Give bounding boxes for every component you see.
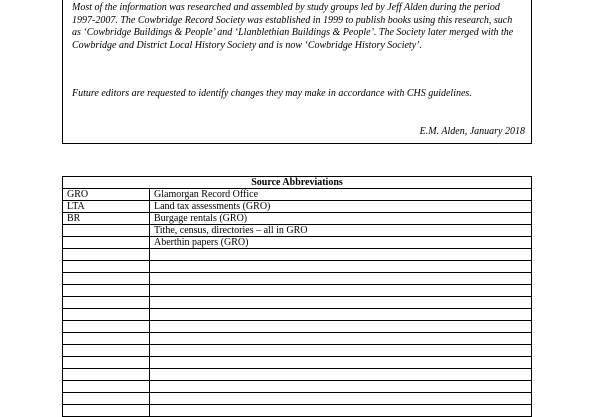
- abbreviation-meaning-cell: [150, 405, 532, 417]
- abbreviation-code-cell: [63, 357, 150, 369]
- table-row: [63, 297, 532, 309]
- abbreviation-meaning-cell: [150, 297, 532, 309]
- abbreviation-code-cell: [63, 297, 150, 309]
- abbreviation-code-cell: [63, 405, 150, 417]
- table-body: [63, 189, 532, 417]
- table-row: [63, 369, 532, 381]
- abbreviation-code-cell: [63, 261, 150, 273]
- abbreviation-code-cell: [63, 369, 150, 381]
- abbreviation-meaning-cell: Aberthin papers (GRO): [150, 237, 532, 249]
- abbreviation-meaning-cell: [150, 393, 532, 405]
- abbreviation-code-cell: GRO: [63, 189, 150, 201]
- abbreviation-code-cell: [63, 381, 150, 393]
- table-title: Source Abbreviations: [63, 177, 532, 189]
- abbreviation-code-cell: [63, 309, 150, 321]
- abbreviation-meaning-cell: [150, 369, 532, 381]
- abbreviation-code-cell: [63, 225, 150, 237]
- note-signature: E.M. Alden, January 2018: [419, 126, 525, 137]
- table-row: [63, 321, 532, 333]
- abbreviation-meaning-cell: [150, 285, 532, 297]
- abbreviation-meaning-cell: [150, 273, 532, 285]
- table-row: [63, 201, 532, 213]
- abbreviation-meaning-cell: [150, 249, 532, 261]
- abbreviation-code-cell: [63, 249, 150, 261]
- table-row: [63, 381, 532, 393]
- note-paragraph-history: Most of the information was researched and assembled by study groups led by Jeff Alden during the period 1997-2007. The Cowbridge Record Society was established in 1999 to publish books using this research, such as ‘Cowbridge Buildings & People’ and ‘Llanblethian Buildings & People’. The Society later merged with the Cowbridge and District Local History Society and is now ‘Cowbridge History Society’.: [72, 2, 514, 51]
- source-abbreviations-table: [62, 176, 532, 417]
- table-row: [63, 237, 532, 249]
- table-row: [63, 393, 532, 405]
- abbreviation-code-cell: [63, 345, 150, 357]
- abbreviation-meaning-cell: Glamorgan Record Office: [150, 189, 532, 201]
- abbreviation-meaning-cell: [150, 309, 532, 321]
- table-row: [63, 333, 532, 345]
- abbreviation-meaning-cell: [150, 345, 532, 357]
- abbreviation-meaning-cell: Tithe, census, directories – all in GRO: [150, 225, 532, 237]
- abbreviation-meaning-cell: [150, 261, 532, 273]
- table-row: [63, 309, 532, 321]
- table-row: [63, 273, 532, 285]
- table-row: [63, 357, 532, 369]
- abbreviation-meaning-cell: [150, 381, 532, 393]
- abbreviation-meaning-cell: [150, 357, 532, 369]
- abbreviation-meaning-cell: [150, 333, 532, 345]
- table-row: [63, 285, 532, 297]
- editor-note-box: [62, 0, 532, 144]
- table-row: [63, 405, 532, 417]
- abbreviation-meaning-cell: Land tax assessments (GRO): [150, 201, 532, 213]
- table-row: [63, 345, 532, 357]
- abbreviation-code-cell: [63, 321, 150, 333]
- abbreviation-code-cell: [63, 273, 150, 285]
- abbreviation-code-cell: [63, 333, 150, 345]
- abbreviation-code-cell: BR: [63, 213, 150, 225]
- table-row: [63, 213, 532, 225]
- table-header-row: [63, 177, 532, 189]
- table-row: [63, 261, 532, 273]
- note-paragraph-editors: Future editors are requested to identify changes they may make in accordance with CHS guidelines.: [72, 88, 472, 99]
- abbreviation-meaning-cell: Burgage rentals (GRO): [150, 213, 532, 225]
- abbreviation-meaning-cell: [150, 321, 532, 333]
- table-row: [63, 249, 532, 261]
- table-row: [63, 189, 532, 201]
- abbreviation-code-cell: [63, 285, 150, 297]
- abbreviation-code-cell: [63, 393, 150, 405]
- abbreviation-code-cell: [63, 237, 150, 249]
- table-row: [63, 225, 532, 237]
- abbreviation-code-cell: LTA: [63, 201, 150, 213]
